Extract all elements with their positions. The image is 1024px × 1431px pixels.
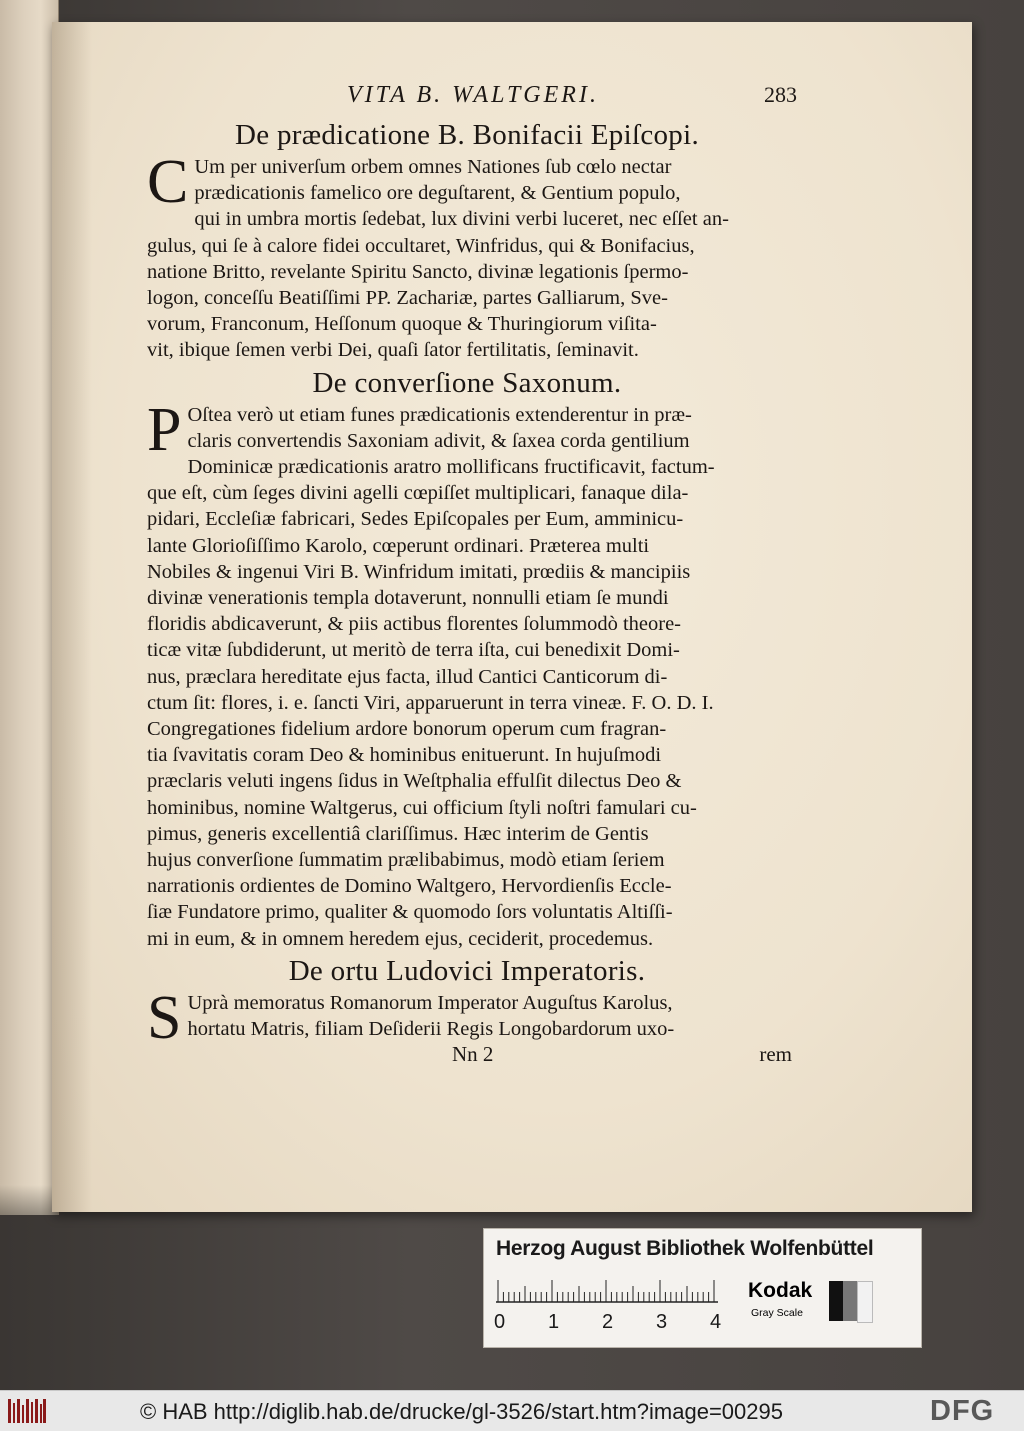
running-title: VITA B. WALTGERI. bbox=[347, 82, 599, 108]
text-line: nus, præclara hereditate ejus facta, illud Cantici Canticorum di- bbox=[147, 665, 668, 688]
text-line: Oſtea verò ut etiam funes prædicationis extenderentur in præ- bbox=[187, 403, 692, 426]
text-line: pimus, generis excellentiâ clariſſimus. Hæc interim de Gentis bbox=[147, 822, 649, 845]
text-line: prædicationis famelico ore deguſtarent, & Gentium populo, bbox=[194, 182, 681, 205]
book-page bbox=[52, 22, 972, 1212]
text-line: hortatu Matris, filiam Deſiderii Regis Longobardorum uxo- bbox=[187, 1018, 675, 1041]
text-line: Congregationes fidelium ardore bonorum operum cum fragran- bbox=[147, 718, 667, 741]
text-line: lante Glorioſiſſimo Karolo, cœperunt ordinari. Præterea multi bbox=[147, 534, 650, 557]
text-line: natione Britto, revelante Spiritu Sancto, divinæ legationis ſpermo- bbox=[147, 260, 689, 283]
signature-mark: Nn 2 bbox=[452, 1042, 494, 1067]
kodak-brand: Kodak bbox=[748, 1279, 813, 1302]
drop-cap: C bbox=[147, 148, 189, 216]
text-line: claris convertendis Saxoniam adivit, & ſaxea corda gentilium bbox=[187, 429, 690, 452]
ruler-number: 2 bbox=[602, 1311, 614, 1333]
ruler-number: 3 bbox=[656, 1311, 668, 1333]
catchword: rem bbox=[759, 1042, 792, 1067]
text-line: qui in umbra mortis ſedebat, lux divini verbi luceret, nec eſſet an- bbox=[194, 208, 729, 231]
text-line: Nobiles & ingenui Viri B. Winfridum imitati, prœdiis & mancipiis bbox=[147, 560, 691, 583]
text-line: præclaris veluti ingens ſidus in Weſtphalia effulſit dilectus Deo & bbox=[147, 770, 682, 793]
footer-bar bbox=[0, 1390, 1024, 1431]
text-line: divinæ venerationis templa dotaverunt, nonnulli etiam ſe mundi bbox=[147, 587, 669, 610]
text-line: vorum, Franconum, Heſſonum quoque & Thuringiorum viſita- bbox=[147, 313, 657, 336]
text-line: narrationis ordientes de Domino Waltgero, Hervordienſis Eccle- bbox=[147, 875, 672, 898]
text-line: ticæ vitæ ſubdiderunt, ut meritò de terra iſta, cui benedixit Domi- bbox=[147, 639, 680, 662]
text-line: ctum ſit: flores, i. e. ſancti Viri, apparuerunt in terra vineæ. F. O. D. I. bbox=[147, 691, 714, 714]
gray-scale-label: Gray Scale bbox=[751, 1307, 803, 1319]
ruler-number: 1 bbox=[548, 1311, 560, 1333]
page-number: 283 bbox=[764, 82, 797, 107]
page-text-block bbox=[147, 82, 797, 1072]
ruler-number: 0 bbox=[494, 1311, 506, 1333]
running-head bbox=[147, 82, 797, 116]
section-paragraph bbox=[147, 395, 787, 952]
library-name: Herzog August Bibliothek Wolfenbüttel bbox=[496, 1237, 874, 1260]
footer-source-link[interactable]: © HAB http://diglib.hab.de/drucke/gl-3526/start.htm?image=00295 bbox=[140, 1399, 783, 1424]
gray-swatch bbox=[857, 1281, 873, 1323]
page-sections bbox=[147, 116, 787, 1052]
drop-cap: S bbox=[147, 983, 182, 1052]
section-paragraph bbox=[147, 983, 787, 1052]
text-line: que eſt, cùm ſeges divini agelli cœpiſſet multiplicari, fanaque dila- bbox=[147, 482, 689, 505]
hab-barcode-logo-icon bbox=[8, 1399, 46, 1423]
text-line: mi in eum, & in omnem heredem ejus, ceciderit, procedemus. bbox=[147, 927, 654, 950]
book-block-edge bbox=[0, 0, 59, 1215]
text-line: vit, ibique ſemen verbi Dei, quaſi ſator fertilitatis, ſeminavit. bbox=[147, 339, 639, 362]
ruler-number: 4 bbox=[710, 1311, 722, 1333]
text-line: Uprà memoratus Romanorum Imperator Auguſtus Karolus, bbox=[187, 991, 673, 1014]
section-heading: De ortu Ludovici Imperatoris. bbox=[288, 954, 646, 987]
text-line: hominibus, nomine Waltgerus, cui officium ſtyli noſtri famulari cu- bbox=[147, 796, 697, 819]
gray-scale-swatches bbox=[829, 1281, 873, 1323]
text-line: floridis abdicaverunt, & piis actibus florentes ſolummodò theore- bbox=[147, 613, 682, 636]
catchline bbox=[147, 1042, 792, 1072]
text-line: hujus converſione ſummatim prælibabimus, modò etiam ſeriem bbox=[147, 849, 665, 872]
library-label bbox=[483, 1228, 922, 1348]
section-heading: De prædicatione B. Bonifacii Epiſcopi. bbox=[234, 119, 699, 151]
text-line: tia ſvavitatis coram Deo & hominibus enituerunt. In hujuſmodi bbox=[147, 744, 662, 767]
section-paragraph bbox=[147, 148, 787, 364]
drop-cap: P bbox=[147, 395, 182, 464]
ruler-icon bbox=[496, 1279, 718, 1303]
text-line: Um per univerſum orbem omnes Nationes ſub cœlo nectar bbox=[194, 156, 672, 178]
gray-swatch bbox=[843, 1281, 857, 1321]
text-line: gulus, qui ſe à calore fidei occultaret, Winfridus, qui & Bonifacius, bbox=[147, 234, 695, 257]
text-line: Dominicæ prædicationis aratro mollificans fructificavit, factum- bbox=[187, 456, 715, 479]
dfg-logo: DFG bbox=[930, 1395, 995, 1427]
text-line: logon, conceſſu Beatiſſimi PP. Zachariæ, partes Galliarum, Sve- bbox=[147, 287, 668, 310]
section-heading: De converſione Saxonum. bbox=[312, 366, 622, 399]
text-line: pidari, Eccleſiæ fabricari, Sedes Epiſcopales per Eum, amminicu- bbox=[147, 508, 684, 531]
text-line: ſiæ Fundatore primo, qualiter & quomodo ſors voluntatis Altiſſi- bbox=[147, 901, 673, 924]
gray-swatch bbox=[829, 1281, 843, 1321]
